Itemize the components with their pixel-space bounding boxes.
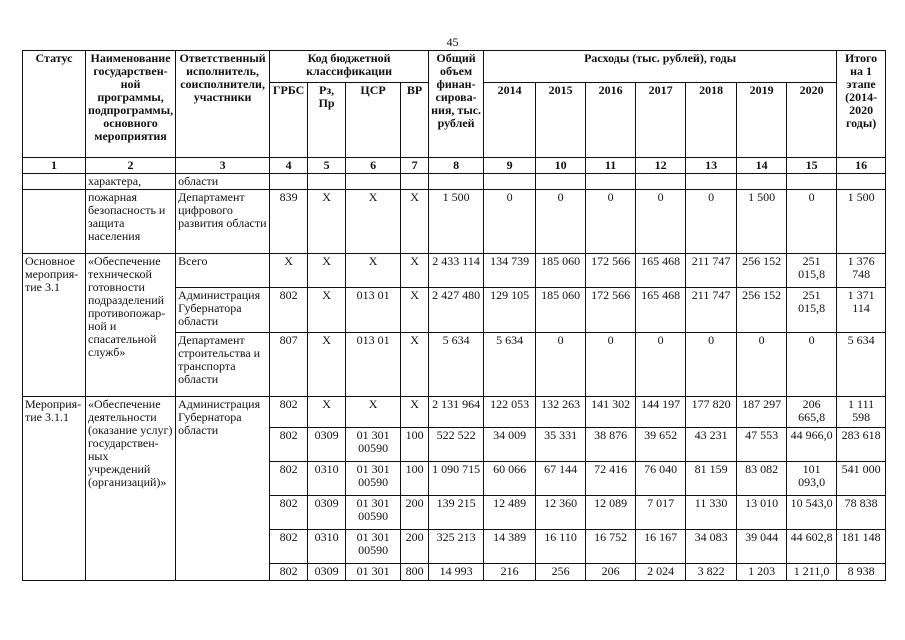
vr-cell: 100: [401, 428, 429, 462]
year-cell: 5 634: [484, 333, 536, 397]
csr-cell: 01 301 00590: [346, 530, 401, 564]
col-status-header: Статус: [23, 51, 86, 158]
budget-table: [22, 50, 886, 581]
total-cell: 14 993: [429, 564, 484, 581]
year-cell: 1 203: [737, 564, 787, 581]
header-row: [23, 51, 886, 83]
year-header: 2018: [686, 83, 737, 158]
col-number: 6: [346, 158, 401, 174]
year-cell: 0: [586, 333, 636, 397]
total-cell: 1 090 715: [429, 462, 484, 496]
year-cell: 12 089: [586, 496, 636, 530]
year-cell: 43 231: [686, 428, 737, 462]
year-cell: 134 739: [484, 254, 536, 288]
grbs-cell: Х: [270, 254, 308, 288]
year-cell: 76 040: [636, 462, 686, 496]
year-cell: 206: [586, 564, 636, 581]
year-cell: 14 389: [484, 530, 536, 564]
itogo-cell: 1 371 114: [837, 288, 886, 333]
year-cell: 11 330: [686, 496, 737, 530]
table-row: [23, 174, 886, 190]
col-number: 3: [176, 158, 270, 174]
page-number: 45: [446, 35, 459, 49]
year-cell: 165 468: [636, 288, 686, 333]
year-cell: 38 876: [586, 428, 636, 462]
itogo-cell: 5 634: [837, 333, 886, 397]
col-csr-header: ЦСР: [346, 83, 401, 158]
total-cell: 2 433 114: [429, 254, 484, 288]
vr-cell: 800: [401, 564, 429, 581]
col-number: 2: [86, 158, 176, 174]
budget-code-header: Код бюджетной классификации: [270, 51, 429, 83]
vr-cell: Х: [401, 333, 429, 397]
executor-cell: Департамент цифрового развития области: [176, 190, 270, 254]
col-number: 7: [401, 158, 429, 174]
col-number: 13: [686, 158, 737, 174]
year-cell: 172 566: [586, 288, 636, 333]
col-number: 11: [586, 158, 636, 174]
year-cell: 0: [686, 333, 737, 397]
year-header: 2020: [787, 83, 837, 158]
status-cell: Основное мероприя-тие 3.1: [23, 254, 86, 397]
name-cell: «Обеспечение технической готовности подразделений противопожар-ной и спасательной служб»: [86, 254, 176, 397]
year-header: 2017: [636, 83, 686, 158]
year-cell: 0: [586, 190, 636, 254]
grbs-cell: 802: [270, 397, 308, 428]
vr-cell: Х: [401, 397, 429, 428]
year-cell: 7 017: [636, 496, 686, 530]
year-cell: 16 752: [586, 530, 636, 564]
col-number: 15: [787, 158, 837, 174]
table-row: [23, 397, 886, 428]
year-cell: 0: [787, 190, 837, 254]
vr-cell: Х: [401, 288, 429, 333]
col-name-header: Наименование государствен-ной программы, подпрограммы, основного мероприятия: [86, 51, 176, 158]
executor-cell: Всего: [176, 254, 270, 288]
year-cell: 256 152: [737, 254, 787, 288]
itogo-cell: 8 938: [837, 564, 886, 581]
year-cell: 44 602,8: [787, 530, 837, 564]
year-cell: 13 010: [737, 496, 787, 530]
year-cell: 0: [536, 190, 586, 254]
itogo-cell: 78 838: [837, 496, 886, 530]
year-cell: 165 468: [636, 254, 686, 288]
year-header: 2016: [586, 83, 636, 158]
year-cell: 39 044: [737, 530, 787, 564]
rzpr-cell: 0310: [308, 462, 346, 496]
column-number-row: [23, 158, 886, 174]
itogo-cell: 1 376 748: [837, 254, 886, 288]
col-vr-header: ВР: [401, 83, 429, 158]
expenses-header: Расходы (тыс. рублей), годы: [484, 51, 837, 83]
year-cell: 216: [484, 564, 536, 581]
rzpr-cell: Х: [308, 288, 346, 333]
csr-cell: Х: [346, 254, 401, 288]
col-number: 14: [737, 158, 787, 174]
year-cell: 101 093,0: [787, 462, 837, 496]
csr-cell: 01 301 00590: [346, 462, 401, 496]
itogo-cell: 1 111 598: [837, 397, 886, 428]
itogo-cell: 181 148: [837, 530, 886, 564]
year-cell: 67 144: [536, 462, 586, 496]
year-cell: 0: [686, 190, 737, 254]
year-cell: 172 566: [586, 254, 636, 288]
year-cell: 10 543,0: [787, 496, 837, 530]
grbs-cell: 802: [270, 462, 308, 496]
grbs-cell: 802: [270, 496, 308, 530]
col-grbs-header: ГРБС: [270, 83, 308, 158]
rzpr-cell: 0310: [308, 530, 346, 564]
year-cell: 72 416: [586, 462, 636, 496]
col-number: 9: [484, 158, 536, 174]
table-row: [23, 254, 886, 288]
year-cell: 0: [787, 333, 837, 397]
executor-cell: Департамент строительства и транспорта области: [176, 333, 270, 397]
year-cell: 187 297: [737, 397, 787, 428]
executor-cell: Администрация Губернатора области: [176, 397, 270, 581]
vr-cell: 200: [401, 496, 429, 530]
year-cell: 177 820: [686, 397, 737, 428]
rzpr-cell: 0309: [308, 496, 346, 530]
vr-cell: Х: [401, 190, 429, 254]
year-cell: 1 211,0: [787, 564, 837, 581]
year-header: 2014: [484, 83, 536, 158]
csr-cell: 01 301: [346, 564, 401, 581]
col-number: 8: [429, 158, 484, 174]
year-cell: 44 966,0: [787, 428, 837, 462]
year-cell: 81 159: [686, 462, 737, 496]
csr-cell: 013 01: [346, 288, 401, 333]
year-cell: 0: [636, 333, 686, 397]
executor-cell: области: [176, 174, 270, 190]
year-cell: 1 500: [737, 190, 787, 254]
year-cell: 2 024: [636, 564, 686, 581]
year-cell: 47 553: [737, 428, 787, 462]
year-header: 2015: [536, 83, 586, 158]
year-cell: 251 015,8: [787, 288, 837, 333]
year-cell: 251 015,8: [787, 254, 837, 288]
status-cell: Мероприя-тие 3.1.1: [23, 397, 86, 581]
total-cell: 1 500: [429, 190, 484, 254]
year-cell: 122 053: [484, 397, 536, 428]
year-cell: 12 489: [484, 496, 536, 530]
total-cell: 325 213: [429, 530, 484, 564]
itogo-cell: 541 000: [837, 462, 886, 496]
year-cell: 206 665,8: [787, 397, 837, 428]
status-cell: [23, 190, 86, 254]
vr-cell: 100: [401, 462, 429, 496]
year-cell: 34 083: [686, 530, 737, 564]
year-cell: 12 360: [536, 496, 586, 530]
csr-cell: Х: [346, 397, 401, 428]
grbs-cell: 802: [270, 564, 308, 581]
year-cell: 0: [636, 190, 686, 254]
vr-cell: 200: [401, 530, 429, 564]
col-number: 4: [270, 158, 308, 174]
executor-cell: Администрация Губернатора области: [176, 288, 270, 333]
csr-cell: 013 01: [346, 333, 401, 397]
year-cell: 0: [737, 333, 787, 397]
year-cell: 185 060: [536, 254, 586, 288]
total-cell: 2 427 480: [429, 288, 484, 333]
grbs-cell: 807: [270, 333, 308, 397]
year-cell: 256 152: [737, 288, 787, 333]
rzpr-cell: 0309: [308, 564, 346, 581]
year-cell: 211 747: [686, 254, 737, 288]
year-cell: 141 302: [586, 397, 636, 428]
rzpr-cell: Х: [308, 190, 346, 254]
col-number: 5: [308, 158, 346, 174]
name-cell: характера,: [86, 174, 176, 190]
year-cell: 34 009: [484, 428, 536, 462]
col-number: 10: [536, 158, 586, 174]
year-cell: 16 167: [636, 530, 686, 564]
year-cell: 211 747: [686, 288, 737, 333]
year-header: 2019: [737, 83, 787, 158]
rzpr-cell: Х: [308, 333, 346, 397]
grbs-cell: 802: [270, 428, 308, 462]
col-itogo-header: Итого на 1 этапе (2014-2020 годы): [837, 51, 886, 158]
year-cell: 129 105: [484, 288, 536, 333]
total-cell: 522 522: [429, 428, 484, 462]
grbs-cell: 802: [270, 530, 308, 564]
year-cell: 144 197: [636, 397, 686, 428]
year-cell: 3 822: [686, 564, 737, 581]
col-rzpr-header: Рз, Пр: [308, 83, 346, 158]
col-number: 12: [636, 158, 686, 174]
grbs-cell: 802: [270, 288, 308, 333]
rzpr-cell: Х: [308, 254, 346, 288]
year-cell: 39 652: [636, 428, 686, 462]
year-cell: 256: [536, 564, 586, 581]
total-cell: 139 215: [429, 496, 484, 530]
name-cell: пожарная безопасность и защита населения: [86, 190, 176, 254]
year-cell: 16 110: [536, 530, 586, 564]
year-cell: 185 060: [536, 288, 586, 333]
col-number: 16: [837, 158, 886, 174]
year-cell: 60 066: [484, 462, 536, 496]
col-executor-header: Ответственный исполнитель, соисполнители, участники: [176, 51, 270, 158]
csr-cell: 01 301 00590: [346, 496, 401, 530]
total-cell: 5 634: [429, 333, 484, 397]
year-cell: 83 082: [737, 462, 787, 496]
name-cell: «Обеспечение деятельности (оказание услуг) государствен-ных учреждений (организаций)»: [86, 397, 176, 581]
year-cell: 0: [536, 333, 586, 397]
rzpr-cell: 0309: [308, 428, 346, 462]
col-total-header: Общий объем финан-сирова-ния, тыс. рублей: [429, 51, 484, 158]
total-cell: 2 131 964: [429, 397, 484, 428]
table-row: [23, 190, 886, 254]
year-cell: 132 263: [536, 397, 586, 428]
col-number: 1: [23, 158, 86, 174]
csr-cell: 01 301 00590: [346, 428, 401, 462]
itogo-cell: 283 618: [837, 428, 886, 462]
year-cell: 35 331: [536, 428, 586, 462]
csr-cell: Х: [346, 190, 401, 254]
rzpr-cell: Х: [308, 397, 346, 428]
year-cell: 0: [484, 190, 536, 254]
status-cell: [23, 174, 86, 190]
grbs-cell: 839: [270, 190, 308, 254]
vr-cell: Х: [401, 254, 429, 288]
itogo-cell: 1 500: [837, 190, 886, 254]
